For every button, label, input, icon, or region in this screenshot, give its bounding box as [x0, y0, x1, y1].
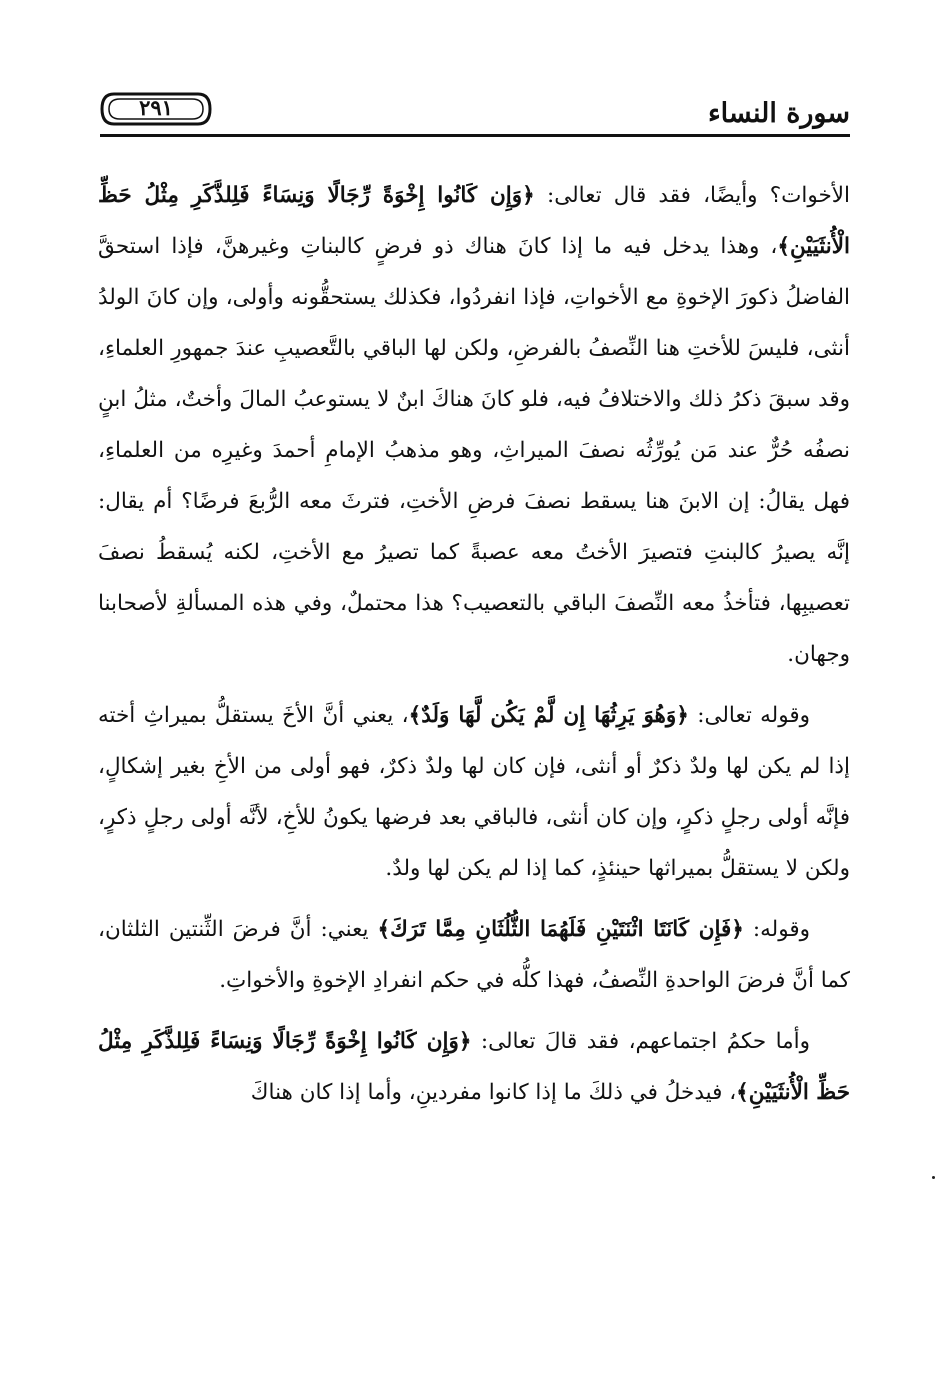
page-number-badge	[100, 90, 212, 128]
paragraph-1	[98, 170, 850, 680]
page-header	[100, 88, 850, 148]
text-run: وقوله:	[743, 917, 810, 942]
quran-verse: ﴿فَإِن كَانَتَا اثْنَتَيْنِ فَلَهُمَا الثُّلُثَانِ مِمَّا تَرَكَ﴾	[377, 917, 744, 942]
paragraph-3	[98, 904, 850, 1006]
text-run: وقوله تعالى:	[688, 703, 810, 728]
text-run: ، يعني أنَّ الأخَ يستقلُّ بميراثِ أخته إذا لم يكن لها ولدٌ ذكرٌ أو أنثى، فإن كان لها ولدٌ ذكرٌ، فهو أولى من الأخِ بغير إشكالٍ، فإنَّه أولى رجلٍ ذكرٍ، وإن كان أنثى، فالباقي بعد فرضها يكونُ للأخِ، لأنَّه أولى رجلٍ ذكرٍ، ولكن لا يستقلُّ بميراثها حينئذٍ، كما إذا لم يكن لها ولدٌ.	[98, 703, 850, 881]
surah-title: سورة النساء	[707, 98, 850, 129]
scan-speck	[932, 1176, 935, 1179]
quran-verse: ﴿وَإِن كَانُوا إِخْوَةً رِّجَالًا وَنِسَاءً فَلِلذَّكَرِ مِثْلُ حَظِّ الْأُنثَيَيْنِ﴾	[98, 183, 850, 259]
quran-verse: ﴿وَإِن كَانُوا إِخْوَةً رِّجَالًا وَنِسَاءً فَلِلذَّكَرِ مِثْلُ حَظِّ الْأُنثَيَيْنِ﴾	[98, 1029, 850, 1105]
body-text	[98, 170, 850, 1118]
text-run: ، فيدخلُ في ذلكَ ما إذا كانوا مفردينِ، وأما إذا كان هناكَ	[250, 1080, 737, 1105]
page-number: ٢٩١	[139, 95, 173, 120]
text-run: وأما حكمُ اجتماعهم، فقد قالَ تعالى:	[471, 1029, 810, 1054]
header-rule	[100, 134, 850, 137]
paragraph-2	[98, 690, 850, 894]
text-run: يعني: أنَّ فرضَ الثِّنتين الثلثان، كما أنَّ فرضَ الواحدةِ النِّصفُ، فهذا كلُّه في حكم انفرادِ الإخوةِ والأخواتِ.	[98, 917, 850, 993]
quran-verse: ﴿وَهُوَ يَرِثُهَا إِن لَّمْ يَكُن لَّهَا وَلَدٌ﴾	[408, 703, 689, 728]
text-run: ، وهذا يدخل فيه ما إذا كانَ هناك ذو فرضٍ كالبناتِ وغيرهنَّ، فإذا استحقَّ الفاضلُ ذكورَ الإخوةِ مع الأخواتِ، فإذا انفردُوا، فكذلك يستحقُّونه وأولى، وإن كانَ الولدُ أنثى، فليسَ للأختِ هنا النِّصفُ بالفرضِ، ولكن لها الباقي بالتَّعصيبِ عندَ جمهورِ العلماءِ، وقد سبقَ ذكرُ ذلك والاختلافُ فيه، فلو كانَ هناكَ ابنٌ لا يستوعبُ المالَ وأختٌ، مثلُ ابنٍ نصفُه حُرٌّ عند مَن يُورِّثُه نصفَ الميراثِ، وهو مذهبُ الإمامِ أحمدَ وغيرِه من العلماءِ، فهل يقالُ: إن الابنَ هنا يسقط نصفَ فرضِ الأختِ، فترثَ معه الرُّبعَ فرضًا؟ أم يقال: إنَّه يصيرُ كالبنتِ فتصيرَ الأختُ معه عصبةً كما تصيرُ مع الأختِ، لكنه يُسقطُ نصفَ تعصيبِها، فتأخذُ معه النِّصفَ الباقي بالتعصيب؟ هذا محتملٌ، وفي هذه المسألةِ لأصحابنا وجهان.	[98, 234, 850, 667]
text-run: الأخوات؟ وأيضًا، فقد قال تعالى:	[534, 183, 851, 208]
paragraph-4	[98, 1016, 850, 1118]
